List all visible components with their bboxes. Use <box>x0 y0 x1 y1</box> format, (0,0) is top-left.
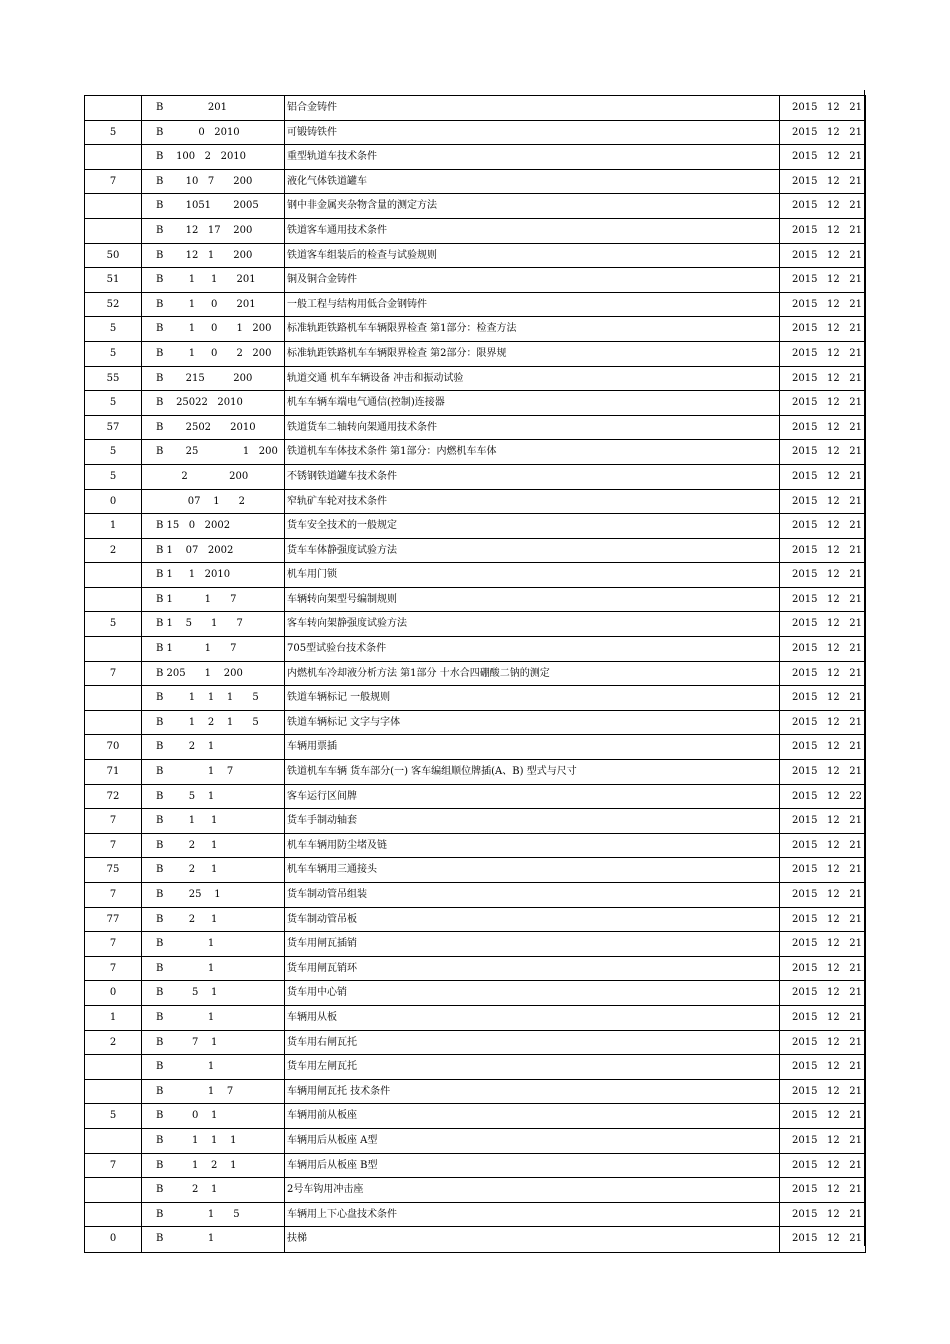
standard-code: B 2 1 <box>142 735 285 759</box>
row-number: 71 <box>85 760 142 784</box>
row-number: 7 <box>85 809 142 833</box>
table-row <box>85 121 865 146</box>
row-number: 7 <box>85 170 142 194</box>
table-row <box>85 514 865 539</box>
row-number: 0 <box>85 1227 142 1252</box>
row-number: 72 <box>85 785 142 809</box>
standard-name: 车辆用前从板座 <box>285 1104 780 1128</box>
row-number: 50 <box>85 244 142 268</box>
effective-date: 2015 12 21 <box>792 446 862 458</box>
standard-name: 货车用中心销 <box>285 981 780 1005</box>
effective-date: 2015 12 21 <box>792 839 862 851</box>
standard-code: B 25 1 200 <box>142 440 285 464</box>
standard-name: 液化气体铁道罐车 <box>285 170 780 194</box>
effective-date: 2015 12 21 <box>792 249 862 261</box>
row-number: 0 <box>85 981 142 1005</box>
row-number: 1 <box>85 514 142 538</box>
effective-date: 2015 12 21 <box>792 175 862 187</box>
row-number: 70 <box>85 735 142 759</box>
table-row <box>85 1203 865 1228</box>
standard-name: 车辆用从板 <box>285 1006 780 1030</box>
effective-date: 2015 12 21 <box>792 643 862 655</box>
effective-date: 2015 12 21 <box>792 544 862 556</box>
table-row <box>85 317 865 342</box>
table-row <box>85 957 865 982</box>
standard-code: B 1 0 201 <box>142 293 285 317</box>
standard-name: 铁道车辆标记 一般规则 <box>285 686 780 710</box>
table-row <box>85 858 865 883</box>
standard-code: B 1 2 1 5 <box>142 711 285 735</box>
table-row <box>85 194 865 219</box>
row-number: 7 <box>85 932 142 956</box>
table-row <box>85 785 865 810</box>
standard-code: B 100 2 2010 <box>142 145 285 169</box>
table-row <box>85 883 865 908</box>
row-number: 2 <box>85 539 142 563</box>
row-number: 5 <box>85 612 142 636</box>
standard-name: 铁道客车通用技术条件 <box>285 219 780 243</box>
standard-code: 07 1 2 <box>142 490 285 514</box>
standard-name: 客车运行区间牌 <box>285 785 780 809</box>
table-row <box>85 686 865 711</box>
effective-date: 2015 12 21 <box>792 470 862 482</box>
effective-date: 2015 12 21 <box>792 397 862 409</box>
row-number: 7 <box>85 662 142 686</box>
standard-name: 2号车钩用冲击座 <box>285 1178 780 1202</box>
standard-code: B 1 1 1 5 <box>142 686 285 710</box>
standard-name: 不锈钢铁道罐车技术条件 <box>285 465 780 489</box>
table-row <box>85 662 865 687</box>
table-row <box>85 490 865 515</box>
standard-code: B 1 1 <box>142 809 285 833</box>
standard-name: 内燃机车冷却液分析方法 第1部分 十水合四硼酸二钠的测定 <box>285 662 780 686</box>
standards-table <box>84 95 866 1253</box>
effective-date: 2015 12 21 <box>792 618 862 630</box>
effective-date: 2015 12 21 <box>792 520 862 532</box>
standard-name: 货车用闸瓦销环 <box>285 957 780 981</box>
effective-date: 2015 12 21 <box>792 1061 862 1073</box>
table-row <box>85 637 865 662</box>
standard-name: 一般工程与结构用低合金钢铸件 <box>285 293 780 317</box>
table-row <box>85 244 865 269</box>
standard-name: 货车制动管吊组装 <box>285 883 780 907</box>
row-number <box>85 563 142 587</box>
standard-code: B 201 <box>142 96 285 120</box>
standard-code: B 5 1 <box>142 981 285 1005</box>
table-row <box>85 391 865 416</box>
row-number: 57 <box>85 416 142 440</box>
row-number: 7 <box>85 883 142 907</box>
standard-code: B 1 <box>142 1227 285 1252</box>
standard-code: B 1 <box>142 1006 285 1030</box>
standard-code: B 1 7 <box>142 1080 285 1104</box>
effective-date: 2015 12 21 <box>792 200 862 212</box>
standard-name: 机车用门锁 <box>285 563 780 587</box>
effective-date: 2015 12 21 <box>792 1011 862 1023</box>
row-number: 5 <box>85 440 142 464</box>
effective-date: 2015 12 21 <box>792 224 862 236</box>
standard-code: B 1 5 1 7 <box>142 612 285 636</box>
standard-code: B 205 1 200 <box>142 662 285 686</box>
effective-date: 2015 12 21 <box>792 102 862 113</box>
standard-code: B 1 <box>142 1055 285 1079</box>
row-number: 0 <box>85 490 142 514</box>
standard-code: B 25022 2010 <box>142 391 285 415</box>
standard-code: B 5 1 <box>142 785 285 809</box>
standard-name: 铁道客车组装后的检查与试验规则 <box>285 244 780 268</box>
table-row <box>85 1104 865 1129</box>
effective-date: 2015 12 21 <box>792 421 862 433</box>
table-row <box>85 465 865 490</box>
standard-name: 705型试验台技术条件 <box>285 637 780 661</box>
standard-name: 车辆用闸瓦托 技术条件 <box>285 1080 780 1104</box>
table-row <box>85 219 865 244</box>
standard-name: 机车车辆用防尘堵及链 <box>285 834 780 858</box>
table-row <box>85 1031 865 1056</box>
table-row <box>85 760 865 785</box>
standard-name: 车辆用上下心盘技术条件 <box>285 1203 780 1227</box>
effective-date: 2015 12 21 <box>792 692 862 704</box>
table-row <box>85 170 865 195</box>
row-number: 7 <box>85 1154 142 1178</box>
table-row <box>85 735 865 760</box>
standard-code: B 2 1 <box>142 1178 285 1202</box>
standard-code: B 1 0 2 200 <box>142 342 285 366</box>
effective-date: 2015 12 21 <box>792 913 862 925</box>
standard-code: B 1 <box>142 957 285 981</box>
table-row <box>85 1227 865 1252</box>
table-row <box>85 1154 865 1179</box>
standard-code: B 1 1 7 <box>142 588 285 612</box>
effective-date: 2015 12 21 <box>792 716 862 728</box>
effective-date: 2015 12 21 <box>792 1085 862 1097</box>
effective-date: 2015 12 21 <box>792 298 862 310</box>
standard-name: 可锻铸铁件 <box>285 121 780 145</box>
standard-name: 货车用右闸瓦托 <box>285 1031 780 1055</box>
table-row <box>85 367 865 392</box>
row-number <box>85 1080 142 1104</box>
effective-date: 2015 12 21 <box>792 1208 862 1220</box>
row-number <box>85 219 142 243</box>
standard-name: 重型轨道车技术条件 <box>285 145 780 169</box>
effective-date: 2015 12 21 <box>792 593 862 605</box>
row-number <box>85 686 142 710</box>
standard-code: B 7 1 <box>142 1031 285 1055</box>
standard-code: B 2 1 <box>142 908 285 932</box>
row-number: 2 <box>85 1031 142 1055</box>
table-row <box>85 1129 865 1154</box>
effective-date: 2015 12 21 <box>792 864 862 876</box>
effective-date: 2015 12 21 <box>792 1159 862 1171</box>
standard-name: 客车转向架静强度试验方法 <box>285 612 780 636</box>
standard-code: B 1 2 1 <box>142 1154 285 1178</box>
effective-date: 2015 12 21 <box>792 1184 862 1196</box>
standard-name: 铁道车辆标记 文字与字体 <box>285 711 780 735</box>
effective-date: 2015 12 21 <box>792 495 862 507</box>
standard-name: 货车车体静强度试验方法 <box>285 539 780 563</box>
row-number: 51 <box>85 268 142 292</box>
standard-code: B 1 1 1 <box>142 1129 285 1153</box>
row-number <box>85 194 142 218</box>
table-row <box>85 711 865 736</box>
table-row <box>85 145 865 170</box>
row-number <box>85 96 142 120</box>
standard-name: 铁道机车车辆 货车部分(一) 客车编组顺位牌插(A、B) 型式与尺寸 <box>285 760 780 784</box>
effective-date: 2015 12 21 <box>792 1036 862 1048</box>
standard-code: B 0 1 <box>142 1104 285 1128</box>
table-row <box>85 809 865 834</box>
standard-name: 机车车辆用三通接头 <box>285 858 780 882</box>
standard-name: 货车安全技术的一般规定 <box>285 514 780 538</box>
effective-date: 2015 12 21 <box>792 889 862 900</box>
row-number: 5 <box>85 342 142 366</box>
row-number: 7 <box>85 834 142 858</box>
table-row <box>85 612 865 637</box>
standard-name: 标准轨距铁路机车车辆限界检查 第2部分：限界规 <box>285 342 780 366</box>
standard-code: 2 200 <box>142 465 285 489</box>
table-row <box>85 342 865 367</box>
table-row <box>85 440 865 465</box>
effective-date: 2015 12 21 <box>792 815 862 827</box>
row-number <box>85 1178 142 1202</box>
table-row <box>85 268 865 293</box>
row-number <box>85 145 142 169</box>
row-number: 7 <box>85 957 142 981</box>
effective-date: 2015 12 21 <box>792 938 862 950</box>
standard-name: 货车用左闸瓦托 <box>285 1055 780 1079</box>
effective-date: 2015 12 21 <box>792 987 862 999</box>
standard-name: 铝合金铸件 <box>285 96 780 120</box>
row-number <box>85 1129 142 1153</box>
standard-code: B 1 07 2002 <box>142 539 285 563</box>
effective-date: 2015 12 21 <box>792 741 862 753</box>
effective-date: 2015 12 21 <box>792 569 862 581</box>
standard-code: B 1 1 201 <box>142 268 285 292</box>
standard-name: 货车制动管吊板 <box>285 908 780 932</box>
table-row <box>85 416 865 441</box>
standard-name: 货车用闸瓦插销 <box>285 932 780 956</box>
standard-code: B 215 200 <box>142 367 285 391</box>
table-row <box>85 293 865 318</box>
standard-name: 铁道机车车体技术条件 第1部分：内燃机车车体 <box>285 440 780 464</box>
standard-name: 车辆用后从板座 A型 <box>285 1129 780 1153</box>
standard-code: B 12 1 200 <box>142 244 285 268</box>
table-row <box>85 932 865 957</box>
row-number <box>85 711 142 735</box>
effective-date: 2015 12 22 <box>792 790 862 802</box>
standard-code: B 2 1 <box>142 858 285 882</box>
row-number: 5 <box>85 391 142 415</box>
standard-code: B 10 7 200 <box>142 170 285 194</box>
standard-name: 铁道货车二轴转向架通用技术条件 <box>285 416 780 440</box>
effective-date: 2015 12 21 <box>792 347 862 359</box>
effective-date: 2015 12 21 <box>792 1233 862 1245</box>
standard-name: 铜及铜合金铸件 <box>285 268 780 292</box>
standard-name: 轨道交通 机车车辆设备 冲击和振动试验 <box>285 367 780 391</box>
row-number: 55 <box>85 367 142 391</box>
effective-date: 2015 12 21 <box>792 323 862 335</box>
table-row <box>85 588 865 613</box>
standard-name: 机车车辆车端电气通信(控制)连接器 <box>285 391 780 415</box>
standard-code: B 2502 2010 <box>142 416 285 440</box>
standard-code: B 1051 2005 <box>142 194 285 218</box>
standard-name: 标准轨距铁路机车车辆限界检查 第1部分：检查方法 <box>285 317 780 341</box>
effective-date: 2015 12 21 <box>792 1110 862 1122</box>
standard-name: 车辆用票插 <box>285 735 780 759</box>
row-number: 5 <box>85 317 142 341</box>
standard-code: B 25 1 <box>142 883 285 907</box>
standard-name: 扶梯 <box>285 1227 780 1252</box>
table-row <box>85 908 865 933</box>
row-number: 75 <box>85 858 142 882</box>
row-number: 77 <box>85 908 142 932</box>
standard-name: 货车手制动轴套 <box>285 809 780 833</box>
row-number: 5 <box>85 121 142 145</box>
row-number <box>85 588 142 612</box>
standard-code: B 1 5 <box>142 1203 285 1227</box>
standard-code: B 1 1 2010 <box>142 563 285 587</box>
row-number: 1 <box>85 1006 142 1030</box>
row-number: 52 <box>85 293 142 317</box>
effective-date: 2015 12 21 <box>792 274 862 286</box>
effective-date: 2015 12 21 <box>792 151 862 163</box>
standard-code: B 1 7 <box>142 760 285 784</box>
effective-date: 2015 12 21 <box>792 667 862 679</box>
table-row <box>85 981 865 1006</box>
standard-code: B 1 <box>142 932 285 956</box>
effective-date: 2015 12 21 <box>792 962 862 974</box>
table-row <box>85 96 865 121</box>
standard-name: 窄轨矿车轮对技术条件 <box>285 490 780 514</box>
effective-date: 2015 12 21 <box>792 1134 862 1146</box>
standard-name: 车辆用后从板座 B型 <box>285 1154 780 1178</box>
row-number: 5 <box>85 465 142 489</box>
effective-date: 2015 12 21 <box>792 766 862 778</box>
standard-code: B 1 1 7 <box>142 637 285 661</box>
standard-code: B 12 17 200 <box>142 219 285 243</box>
standard-code: B 1 0 1 200 <box>142 317 285 341</box>
row-number: 5 <box>85 1104 142 1128</box>
table-row <box>85 1178 865 1203</box>
row-number <box>85 1055 142 1079</box>
table-row <box>85 834 865 859</box>
row-number <box>85 637 142 661</box>
standard-code: B 0 2010 <box>142 121 285 145</box>
standard-code: B 15 0 2002 <box>142 514 285 538</box>
effective-date: 2015 12 21 <box>792 126 862 138</box>
row-number <box>85 1203 142 1227</box>
standard-name: 钢中非金属夹杂物含量的测定方法 <box>285 194 780 218</box>
table-row <box>85 1055 865 1080</box>
standard-code: B 2 1 <box>142 834 285 858</box>
table-row <box>85 539 865 564</box>
standard-name: 车辆转向架型号编制规则 <box>285 588 780 612</box>
table-row <box>85 563 865 588</box>
table-row <box>85 1006 865 1031</box>
table-row <box>85 1080 865 1105</box>
effective-date: 2015 12 21 <box>792 372 862 384</box>
